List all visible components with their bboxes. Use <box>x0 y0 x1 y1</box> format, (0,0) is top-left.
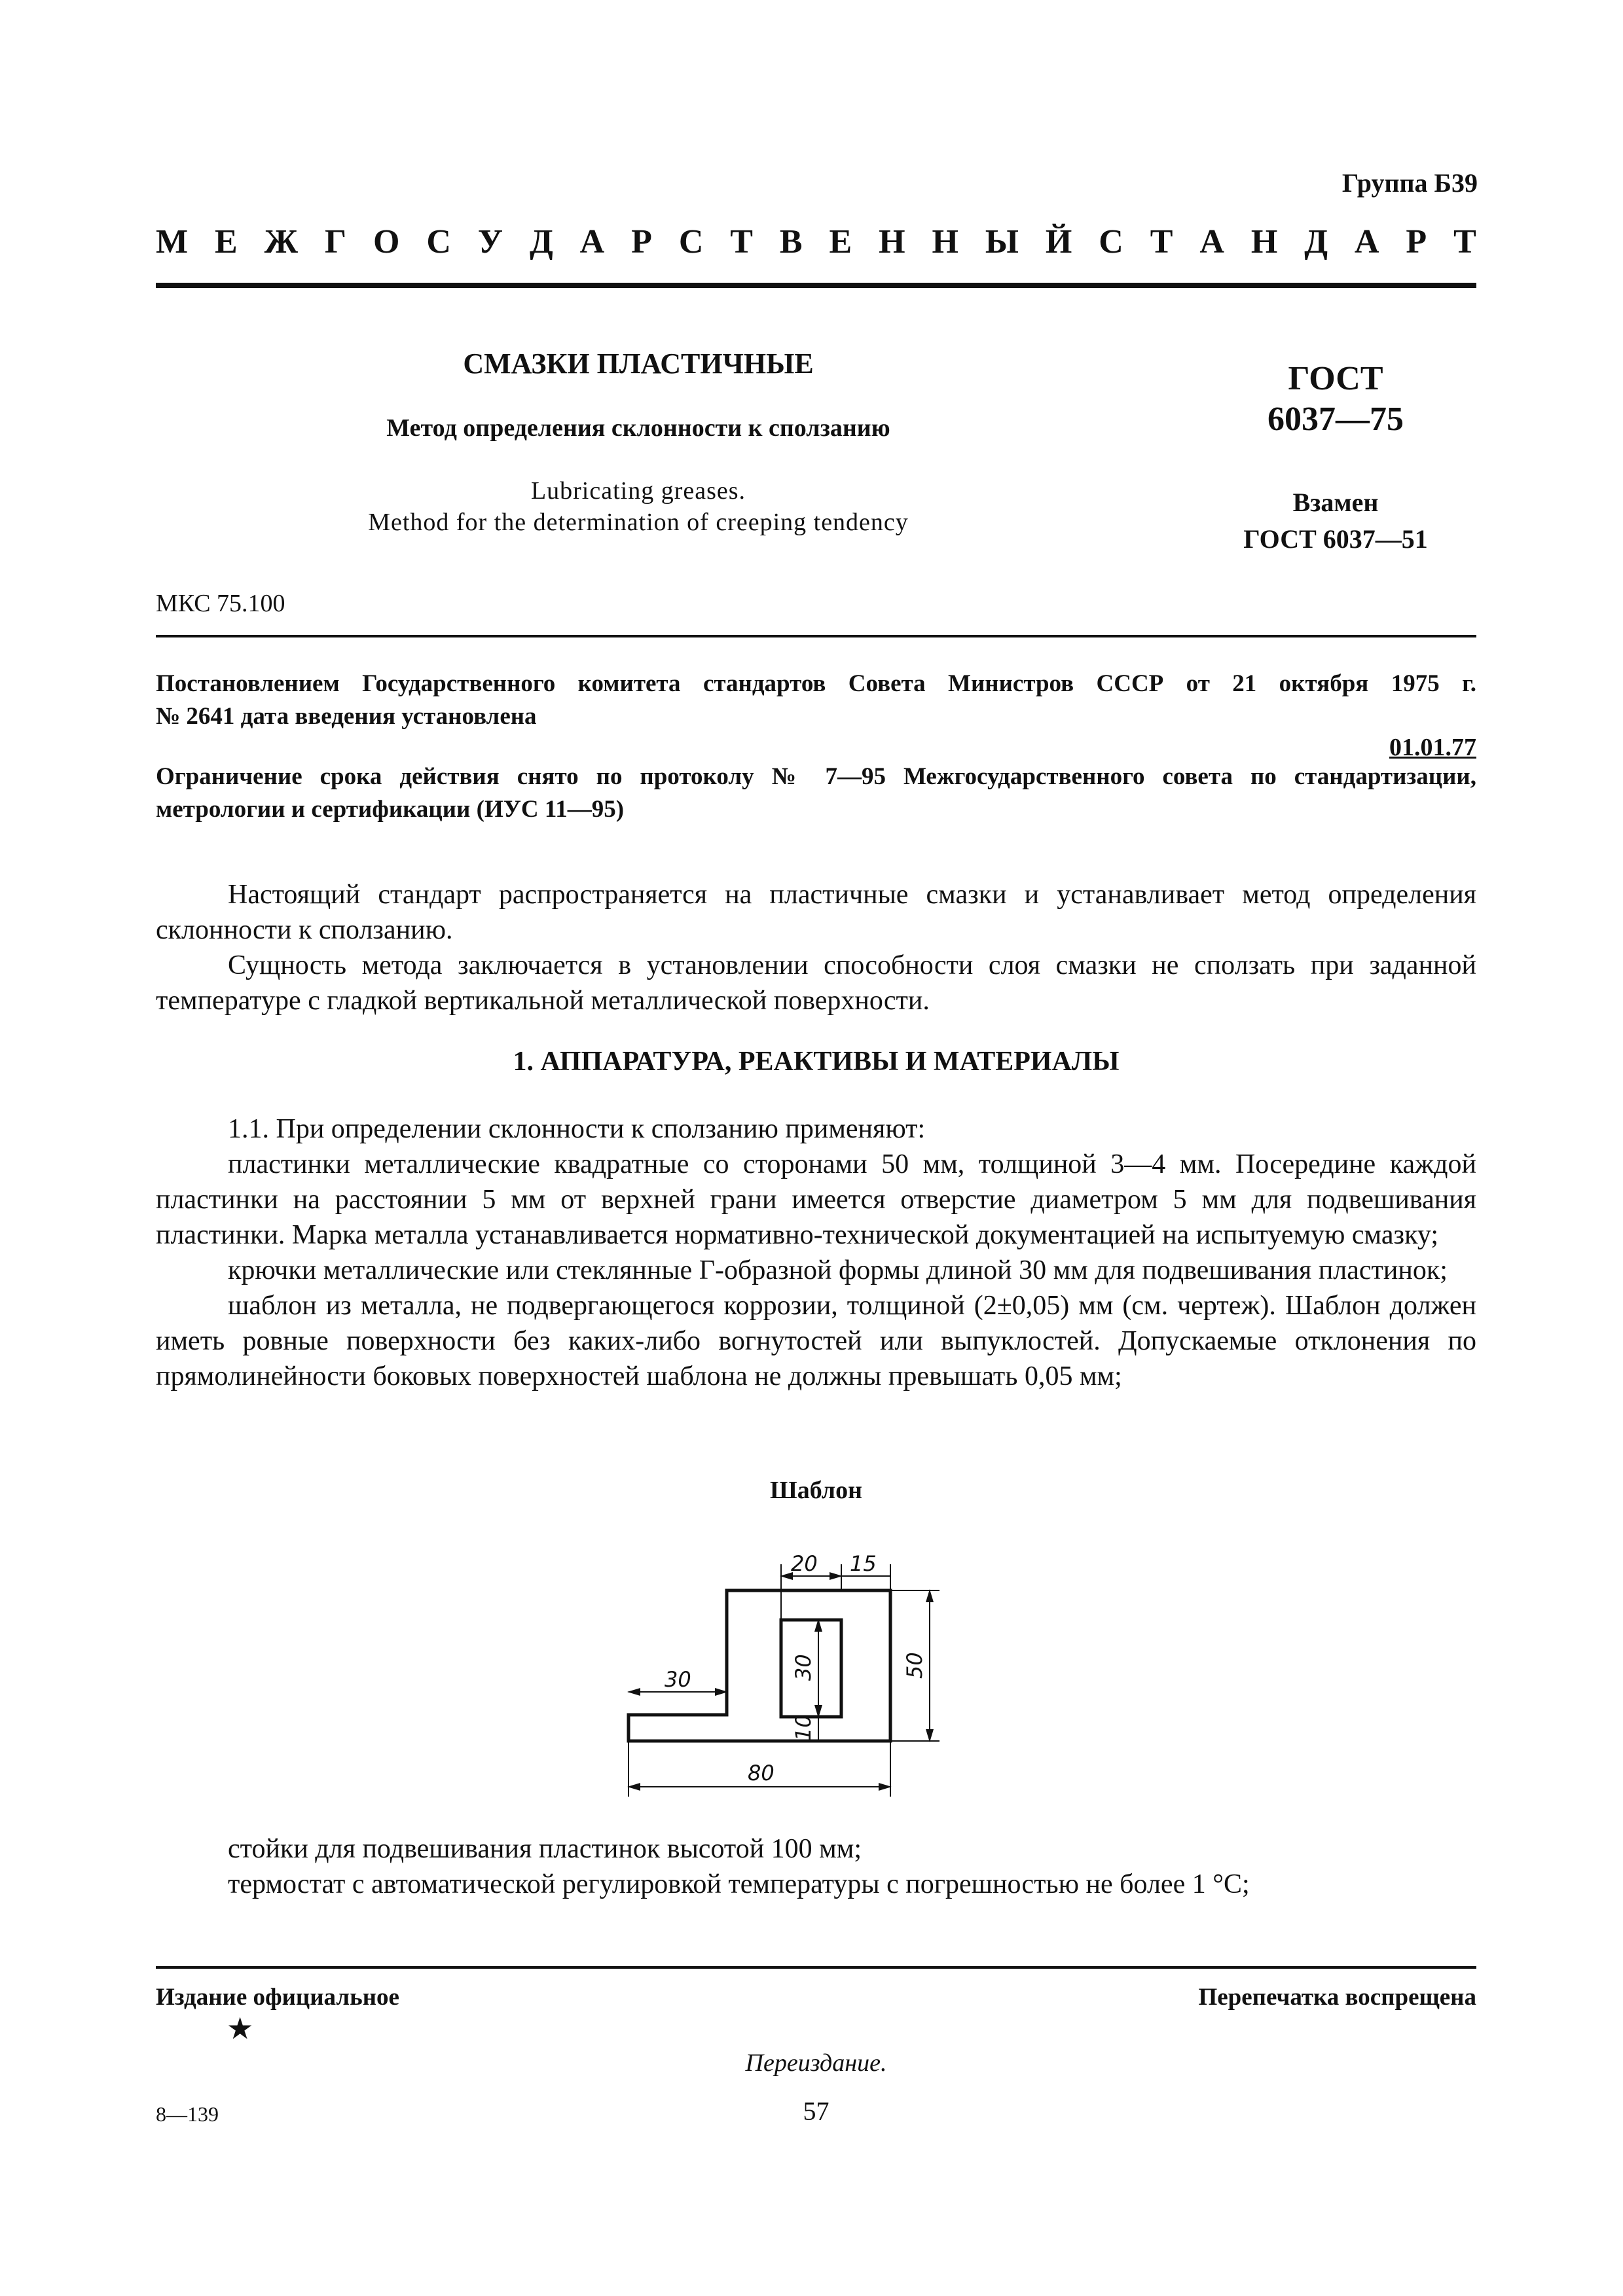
intro-paragraph-essence: Сущность метода заключается в установлении способности слоя смазки не сползать при заданной температуре с гладкой вертикальной металлической поверхности. <box>156 950 1476 1016</box>
decree-block <box>156 668 1476 733</box>
section1-text <box>156 1111 1476 1394</box>
gost-number: 6037—75 <box>1267 401 1404 438</box>
gost-label: ГОСТ <box>1288 360 1383 397</box>
template-drawing <box>609 1525 962 1813</box>
banner-letter: Д <box>1304 223 1328 260</box>
replaces-standard: ГОСТ 6037—51 <box>1243 524 1428 554</box>
banner-letter: Р <box>631 223 652 260</box>
banner-letter: Р <box>1406 223 1427 260</box>
item-hooks: крючки металлические или стеклянные Г-образной формы длиной 30 мм для подвешивания пластинок; <box>228 1255 1448 1285</box>
document-subtitle: Метод определения склонности к сползанию <box>386 414 890 442</box>
section1-text-continued <box>156 1831 1476 1902</box>
replaces-label: Взамен <box>1292 488 1379 517</box>
dim-30-inner-label: 30 <box>791 1654 816 1681</box>
banner-letter: С <box>426 223 451 260</box>
dim-20-label: 20 <box>791 1551 818 1576</box>
banner-letter: Н <box>1250 223 1278 260</box>
banner-letter: Т <box>1453 223 1476 260</box>
validity-block <box>156 761 1476 826</box>
banner-letter: С <box>678 223 704 260</box>
banner-letter: Т <box>730 223 753 260</box>
page-number: 57 <box>803 2096 830 2126</box>
item-plates: пластинки металлические квадратные со сторонами 50 мм, толщиной 3—4 мм. Посередине каждой пластинки на расстоянии 5 мм от верхней грани имеется отверстие диаметром 5 мм для подвешивания пластинки. Марка металла устанавливается нормативно-технической документацией на испытуемую смазку; <box>156 1149 1476 1250</box>
introduction-date: 01.01.77 <box>1389 734 1476 761</box>
title-rule <box>156 635 1476 637</box>
banner-letter: Н <box>879 223 905 260</box>
figure-title: Шаблон <box>770 1477 862 1504</box>
validity-line2: метрологии и сертификации (ИУС 11—95) <box>156 796 625 823</box>
intro-text <box>156 877 1476 1018</box>
banner-letter: А <box>1354 223 1379 260</box>
header-rule <box>156 283 1476 288</box>
banner-letter: Д <box>529 223 553 260</box>
print-code: 8—139 <box>156 2102 219 2126</box>
mks-code: МКС 75.100 <box>156 590 285 617</box>
banner-letter: Ж <box>264 223 299 260</box>
dim-15-label: 15 <box>850 1551 877 1576</box>
banner-letter: А <box>1199 223 1224 260</box>
gost-designation <box>1192 359 1480 440</box>
dim-10-label: 10 <box>791 1714 816 1741</box>
item-template: шаблон из металла, не подвергающегося коррозии, толщиной (2±0,05) мм (см. чертеж). Шаблон должен иметь ровные поверхности без каких-либо вогнутостей или выпуклостей. Допускаемые отклонения по прямолинейности боковых поверхностей шаблона не должны превышать 0,05 мм; <box>156 1291 1476 1391</box>
dim-80-label: 80 <box>748 1761 775 1785</box>
dim-30-left-label: 30 <box>665 1667 691 1692</box>
clause-1-1: 1.1. При определении склонности к сползанию применяют: <box>228 1114 926 1144</box>
banner-letter: Ы <box>985 223 1019 260</box>
decree-line2: № 2641 дата введения установлена <box>156 703 537 730</box>
reprint-note: Переиздание. <box>745 2049 887 2077</box>
dim-50-label: 50 <box>902 1652 927 1679</box>
validity-line1: Ограничение срока действия снято по протоколу № 7—95 Межгосударственного совета по стандартизации, <box>156 763 1476 790</box>
group-label: Группа Б39 <box>1341 168 1478 198</box>
english-title <box>301 475 976 538</box>
intro-paragraph-scope: Настоящий стандарт распространяется на пластичные смазки и устанавливает метод определения склонности к сползанию. <box>156 880 1476 945</box>
banner-letter: О <box>373 223 400 260</box>
english-title-line2: Method for the determination of creeping tendency <box>368 509 909 536</box>
banner-letter: М <box>156 223 189 260</box>
banner-letter: Й <box>1045 223 1072 260</box>
template-outline <box>629 1590 890 1741</box>
banner-letter: В <box>779 223 803 260</box>
footer-rule <box>156 1966 1476 1969</box>
item-thermostat: термостат с автоматической регулировкой температуры с погрешностью не более 1 °C; <box>228 1869 1250 1899</box>
section-heading: 1. АППАРАТУРА, РЕАКТИВЫ И МАТЕРИАЛЫ <box>513 1047 1120 1077</box>
banner-letter: Е <box>215 223 238 260</box>
replaces-block <box>1192 484 1480 558</box>
banner-letter: Н <box>932 223 958 260</box>
banner-letter: Г <box>324 223 347 260</box>
document-title: СМАЗКИ ПЛАСТИЧНЫЕ <box>463 348 814 380</box>
reprint-prohibited: Перепечатка воспрещена <box>1198 1984 1476 2011</box>
interstate-standard-banner <box>156 223 1476 261</box>
official-edition: Издание официальное <box>156 1984 399 2011</box>
english-title-line1: Lubricating greases. <box>530 477 746 505</box>
banner-letter: У <box>477 223 503 260</box>
star-icon: ★ <box>227 2012 254 2045</box>
item-stands: стойки для подвешивания пластинок высотой 100 мм; <box>228 1834 862 1864</box>
banner-letter: С <box>1099 223 1123 260</box>
decree-line1: Постановлением Государственного комитета стандартов Совета Министров СССР от 21 октября 1975 г. <box>156 670 1476 697</box>
banner-letter: Т <box>1150 223 1173 260</box>
banner-letter: А <box>579 223 605 260</box>
banner-letter: Е <box>829 223 852 260</box>
